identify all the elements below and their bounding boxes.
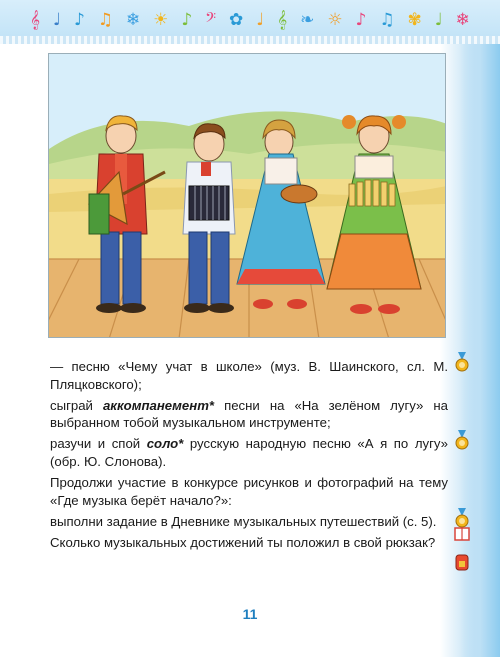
text-paragraph (50, 513, 448, 531)
decorative-header-strip (0, 0, 500, 44)
musical-note-icon: ♩ (53, 9, 62, 30)
musical-note-icon: ♪ (181, 9, 193, 30)
snowflake-icon: ❄ (125, 9, 141, 30)
treble-clef-icon: 𝄞 (277, 9, 288, 30)
medal-icon (454, 430, 470, 450)
term-highlight: аккомпанемент* (102, 397, 215, 413)
text-run: — песню «Чему учат в школе» (муз. В. Шаинского, сл. М. Пляцковского); (50, 359, 448, 392)
text-run: русскую народную песню «А я по лугу» (обр. Ю. Слонова). (50, 436, 448, 469)
eighth-notes-icon: ♫ (379, 9, 395, 30)
text-run: выполни задание в Дневнике музыкальных путешествий (с. 5). (50, 513, 437, 529)
lesson-text (50, 358, 448, 555)
musical-note-icon: ♪ (355, 9, 367, 30)
text-paragraph (50, 474, 448, 509)
illustration-children-folk-ensemble (48, 53, 446, 338)
musical-note-icon: ♩ (256, 9, 265, 30)
flower-icon: ✾ (407, 9, 422, 30)
sun-icon: ☀ (153, 9, 169, 30)
illustration-svg (49, 54, 446, 338)
snowflake-icon: ❄ (455, 9, 470, 30)
page-number: 11 (242, 606, 258, 622)
treble-clef-icon: 𝄞 (30, 9, 41, 30)
bass-clef-icon: 𝄢 (205, 9, 217, 30)
backpack-icon (454, 552, 470, 572)
diary-icon (454, 524, 470, 544)
text-run: Сколько музыкальных достижений ты положил в свой рюкзак? (50, 534, 436, 550)
medal-icon (454, 352, 470, 372)
text-run: разучи и спой (50, 436, 147, 452)
eighth-notes-icon: ♫ (97, 9, 114, 30)
text-paragraph (50, 435, 448, 470)
flower-icon: ✿ (229, 9, 244, 30)
term-highlight: соло* (146, 436, 184, 452)
text-paragraph (50, 358, 448, 393)
sun-icon: ☼ (327, 9, 343, 30)
text-paragraph (50, 397, 448, 432)
musical-note-icon: ♩ (434, 9, 443, 30)
leaf-icon: ❧ (300, 9, 315, 30)
text-paragraph (50, 534, 448, 552)
header-icon-row (30, 6, 470, 34)
musical-note-icon: ♪ (73, 9, 85, 30)
text-run: песни на «На зелёном лугу» на выбранном тобой музыкальном инструменте; (50, 397, 448, 431)
text-run: Продолжи участие в конкурсе рисунков и фотографий на тему «Где музыка берёт начало?»: (50, 475, 448, 508)
text-run: сыграй (50, 397, 103, 413)
